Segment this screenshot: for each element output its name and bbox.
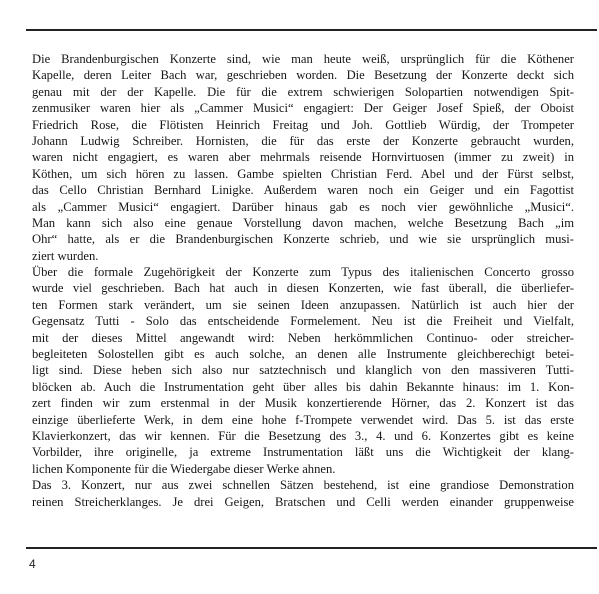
page-number: 4 — [29, 557, 36, 571]
text-line: genau mit der der Kapelle. Die für die extrem schwierigen Solopartien notwendigen Spit- — [32, 84, 574, 99]
text-line: das Cello Christian Bernhard Linigke. Außerdem waren noch ein Geiger und ein Fagottist — [32, 183, 574, 198]
text-line: ziert wurden. — [32, 248, 99, 263]
text-line: begleiteten Solostellen gibt es auch solche, an denen alle Instrumente gleichberechigt betei- — [32, 347, 574, 362]
text-line: ligt sind. Diese heben sich also nur satztechnisch und klanglich von den massiveren Tutti- — [32, 363, 574, 378]
text-line: Die Brandenburgischen Konzerte sind, wie man heute weiß, ursprünglich für die Köthener — [32, 52, 574, 66]
text-line: waren nicht engagiert, es waren aber mehrmals reisende Hornvirtuosen (immer zu zweit) in — [32, 150, 574, 165]
text-line: Köthen, um sich hören zu lassen. Gambe spielten Christian Ferd. Abel und der Fürst selbst, — [32, 166, 574, 181]
text-line: Man kann sich also eine genaue Vorstellung davon machen, welche Besetzung Bach „im — [32, 215, 574, 230]
text-line: reinen Streicherklanges. Je drei Geigen, Bratschen und Celli werden einander gruppenweise — [32, 494, 574, 509]
text-line: wurde viel geschrieben. Bach hat auch in diesen Konzerten, wie fast überall, die überliefer- — [32, 281, 574, 296]
text-line: mit der dieses Mittel angewandt wird: Neben herkömmlichen Continuo- oder streicher- — [32, 330, 574, 345]
top-rule — [26, 29, 597, 31]
text-line: Über die formale Zugehörigkeit der Konzerte zum Typus des italienischen Concerto grosso — [32, 265, 574, 280]
text-line: lichen Komponente für die Wiedergabe dieser Werke ahnen. — [32, 461, 336, 476]
text-line: Vorbilder, ihre originelle, ja extreme Instrumentation läßt uns die Wichtigkeit der klang- — [32, 445, 574, 460]
body-text — [32, 51, 574, 510]
text-line: Das 3. Konzert, nur aus zwei schnellen Sätzen bestehend, ist eine grandiose Demonstration — [32, 478, 574, 493]
text-line: zert finden wir zum erstenmal in der Musik konzertierende Hörner, das 2. Konzert ist das — [32, 396, 574, 411]
text-line: einzige überlieferte Werk, in dem eine hohe f-Trompete verwendet wird. Das 5. ist das erste — [32, 412, 574, 427]
text-line: Kapelle, deren Leiter Bach war, geschrieben worden. Die Besetzung der Konzerte deckt sich — [32, 68, 574, 83]
text-line: Klavierkonzert, das wir kennen. Für die Besetzung des 3., 4. und 6. Konzertes gibt es keine — [32, 428, 574, 443]
text-line: als „Cammer Musici“ engagiert. Darüber hinaus gab es noch vier gewöhnliche „Musici“. — [32, 199, 574, 214]
text-line: ten Formen stark verändert, um sie seinen Ideen anzupassen. Natürlich ist auch hier der — [32, 297, 574, 312]
text-line: Gegensatz Tutti - Solo das entscheidende Formelement. Neu ist die Freiheit und Vielfalt, — [32, 314, 574, 329]
text-line: Johann Ludwig Schreiber. Hornisten, die für das erste der Konzerte gebraucht wurden, — [32, 133, 574, 148]
text-line: Ohr“ hatte, als er die Brandenburgischen Konzerte schrieb, und wie sie ursprünglich musi- — [32, 232, 574, 247]
text-line: zenmusiker waren hier als „Cammer Musici“ engagiert: Der Geiger Josef Spieß, der Oboist — [32, 101, 574, 116]
text-line: blöcken ab. Auch die Instrumentation geht über alles bis dahin Bekannte hinaus: im 1. Kon- — [32, 379, 574, 394]
bottom-rule — [26, 547, 597, 549]
text-line: Friedrich Rose, die Flötisten Heinrich Freitag und Joh. Gottlieb Würdig, der Trompeter — [32, 117, 574, 132]
